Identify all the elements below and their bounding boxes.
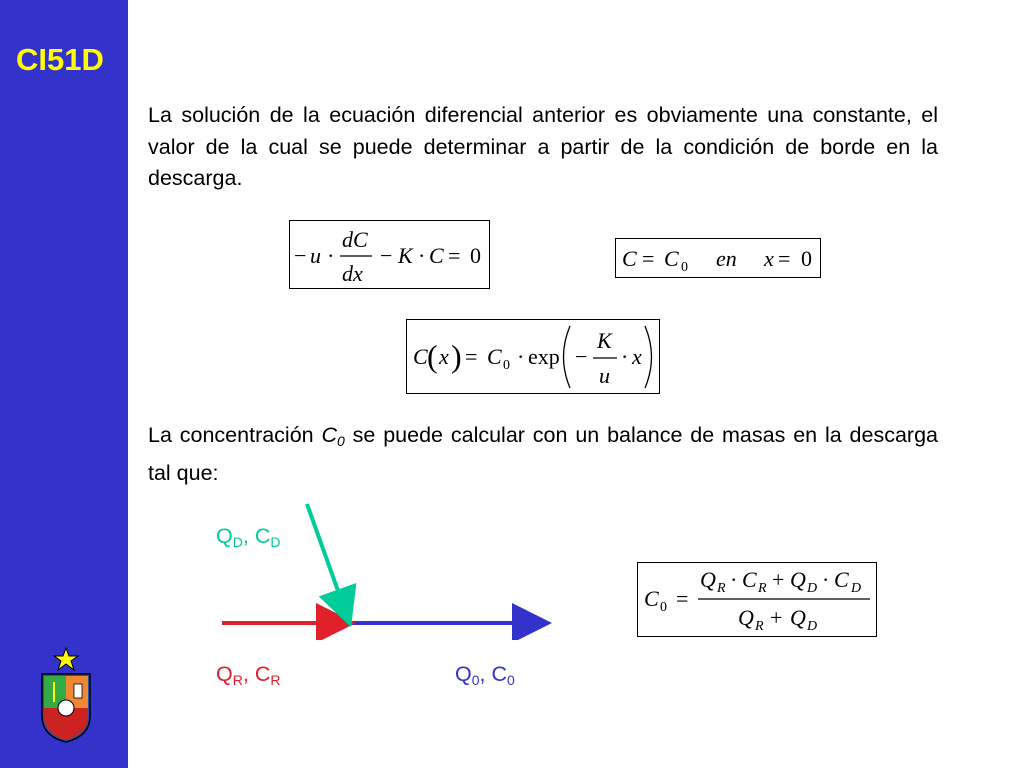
river-sep: , — [242, 662, 255, 686]
river-q-sub: R — [232, 672, 243, 688]
svg-text:(: ( — [427, 338, 438, 374]
sidebar-band — [0, 0, 128, 768]
mixed-label — [455, 662, 515, 688]
svg-text:en: en — [716, 246, 737, 271]
svg-text:u: u — [310, 243, 321, 268]
svg-text:−: − — [294, 243, 307, 268]
concentration-paragraph — [148, 420, 938, 489]
svg-text:C: C — [429, 243, 444, 268]
svg-text:C: C — [487, 344, 502, 369]
svg-text:Q: Q — [790, 567, 806, 592]
svg-text:·: · — [730, 567, 738, 592]
mass-balance-diagram — [210, 500, 560, 640]
svg-text:x: x — [439, 344, 449, 369]
svg-text:dx: dx — [342, 261, 363, 286]
mixed-c-sub: 0 — [507, 672, 515, 688]
paragraph-text-after: se puede calcular con un balance de masas en la descarga tal que: — [148, 423, 938, 485]
svg-text:D: D — [807, 581, 818, 596]
svg-text:=: = — [448, 243, 461, 268]
svg-text:x: x — [764, 246, 774, 271]
svg-text:R: R — [755, 619, 764, 634]
svg-text:exp: exp — [528, 344, 560, 369]
mixed-q-sub: 0 — [471, 672, 480, 688]
svg-text:=: = — [465, 344, 478, 369]
discharge-label — [216, 524, 280, 550]
svg-text:−: − — [380, 243, 393, 268]
svg-text:): ) — [451, 338, 462, 374]
svg-text:·: · — [621, 344, 629, 369]
mixed-sep: , — [479, 662, 492, 686]
concentration-subscript: 0 — [337, 433, 345, 449]
svg-text:−: − — [575, 344, 588, 369]
differential-equation-box — [289, 220, 490, 289]
svg-text:Q: Q — [700, 567, 716, 592]
discharge-q-sub: D — [232, 534, 243, 550]
university-crest-icon — [36, 646, 96, 746]
svg-text:0: 0 — [503, 358, 510, 373]
svg-text:=: = — [778, 246, 791, 271]
svg-text:R: R — [717, 581, 726, 596]
mass-balance-equation-box — [637, 562, 877, 637]
river-label — [216, 662, 280, 688]
svg-text:C: C — [834, 567, 849, 592]
svg-text:K: K — [597, 328, 612, 353]
discharge-c-sub: D — [270, 534, 281, 550]
svg-text:C: C — [622, 246, 637, 271]
svg-text:=: = — [676, 586, 689, 611]
svg-text:C: C — [413, 344, 428, 369]
river-c: C — [254, 662, 271, 686]
mixed-c: C — [491, 662, 508, 686]
discharge-sep: , — [242, 524, 255, 548]
svg-text:C: C — [742, 567, 757, 592]
svg-text:C: C — [644, 586, 659, 611]
svg-text:u: u — [599, 363, 610, 388]
svg-text:0: 0 — [470, 243, 481, 268]
svg-text:C: C — [664, 246, 679, 271]
svg-text:=: = — [642, 246, 655, 271]
svg-text:+: + — [770, 605, 783, 630]
svg-text:·: · — [822, 567, 830, 592]
svg-text:0: 0 — [681, 260, 688, 275]
river-c-sub: R — [270, 672, 281, 688]
svg-text:dC: dC — [342, 227, 368, 252]
svg-text:D: D — [851, 581, 862, 596]
svg-text:·: · — [418, 243, 426, 268]
svg-text:Q: Q — [790, 605, 806, 630]
course-code: CI51D — [16, 42, 104, 77]
svg-text:Q: Q — [738, 605, 754, 630]
solution-equation-box — [406, 319, 660, 394]
intro-paragraph: La solución de la ecuación diferencial anterior es obviamente una constante, el valor de la cual se puede determinar a partir de la condición de borde en la descarga. — [148, 103, 938, 190]
mixed-q: Q — [455, 662, 472, 686]
discharge-flow-arrow — [307, 504, 347, 616]
svg-text:x: x — [632, 344, 642, 369]
discharge-q: Q — [216, 524, 233, 548]
river-q: Q — [216, 662, 233, 686]
svg-text:K: K — [398, 243, 413, 268]
svg-text:0: 0 — [801, 246, 812, 271]
paragraph-text-before: La concentración — [148, 423, 322, 447]
boundary-condition-box — [615, 238, 821, 278]
svg-text:+: + — [772, 567, 785, 592]
svg-text:·: · — [517, 344, 525, 369]
discharge-c: C — [254, 524, 271, 548]
svg-text:D: D — [807, 619, 818, 634]
svg-text:·: · — [327, 243, 335, 268]
svg-text:R: R — [758, 581, 767, 596]
concentration-symbol: C — [321, 423, 338, 447]
svg-text:0: 0 — [660, 600, 667, 615]
